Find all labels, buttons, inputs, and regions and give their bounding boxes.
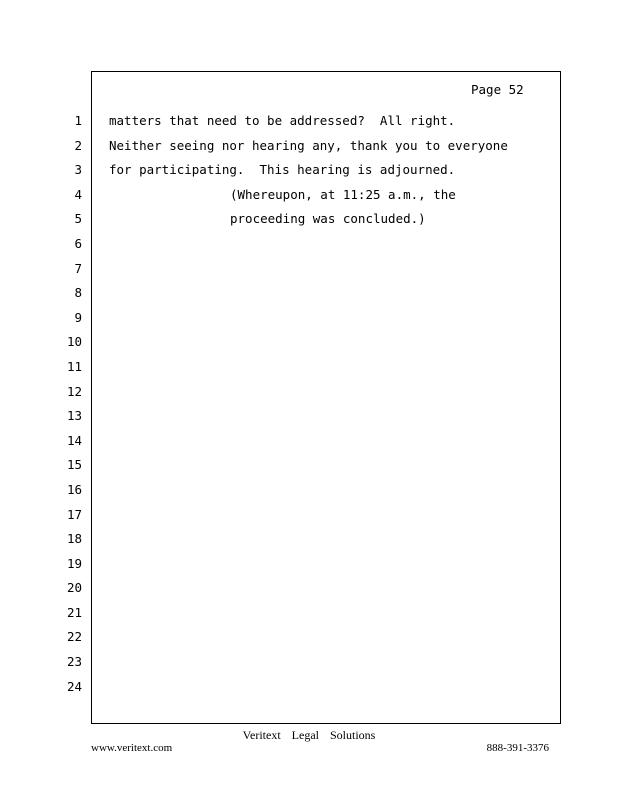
transcript-line: (Whereupon, at 11:25 a.m., the	[230, 186, 456, 202]
line-number: 5	[74, 211, 82, 227]
transcript-line	[109, 506, 554, 531]
transcript-line	[109, 628, 554, 653]
transcript-line	[109, 579, 554, 604]
line-number: 9	[74, 309, 82, 325]
transcript-line	[109, 235, 554, 260]
transcript-line	[109, 383, 554, 408]
line-number: 13	[66, 408, 82, 424]
line-number: 11	[66, 358, 82, 374]
line-number: 18	[66, 531, 82, 547]
line-number: 21	[66, 604, 82, 620]
line-number: 23	[66, 654, 82, 670]
transcript-line: Neither seeing nor hearing any, thank you to everyone	[109, 137, 508, 153]
line-number: 1	[74, 113, 82, 128]
line-number: 12	[66, 383, 82, 399]
line-number: 2	[74, 137, 82, 153]
line-number: 3	[74, 162, 82, 178]
transcript-line	[109, 407, 554, 432]
transcript-line	[109, 284, 554, 309]
line-number-column	[60, 112, 82, 702]
line-number: 4	[74, 186, 82, 202]
line-number: 10	[66, 334, 82, 350]
line-number: 24	[66, 678, 82, 694]
transcript-line	[109, 333, 554, 358]
page-number: Page 52	[471, 82, 524, 97]
line-number: 22	[66, 629, 82, 645]
transcript-line	[109, 358, 554, 383]
transcript-line	[109, 260, 554, 285]
transcript-line	[109, 456, 554, 481]
line-number: 20	[66, 580, 82, 596]
transcript-line: for participating. This hearing is adjourned.	[109, 162, 456, 178]
transcript-line	[109, 653, 554, 678]
line-number: 8	[74, 285, 82, 301]
transcript-line	[109, 530, 554, 555]
line-number: 6	[74, 235, 82, 251]
transcript-line	[109, 309, 554, 334]
footer-company-name: Veritext Legal Solutions	[242, 728, 376, 742]
transcript-line	[109, 678, 554, 703]
line-number: 15	[66, 457, 82, 473]
transcript-line	[109, 604, 554, 629]
footer-phone: 888-391-3376	[486, 742, 549, 754]
line-number: 7	[74, 260, 82, 276]
line-number: 17	[66, 506, 82, 522]
line-number: 14	[66, 432, 82, 448]
transcript-line	[109, 555, 554, 580]
footer-website: www.veritext.com	[91, 742, 173, 754]
line-number: 16	[66, 481, 82, 497]
transcript-line	[109, 432, 554, 457]
transcript-text	[109, 112, 554, 702]
transcript-line	[109, 481, 554, 506]
transcript-line: proceeding was concluded.)	[230, 211, 426, 227]
transcript-line: matters that need to be addressed? All right.	[109, 113, 456, 128]
line-number: 19	[66, 555, 82, 571]
